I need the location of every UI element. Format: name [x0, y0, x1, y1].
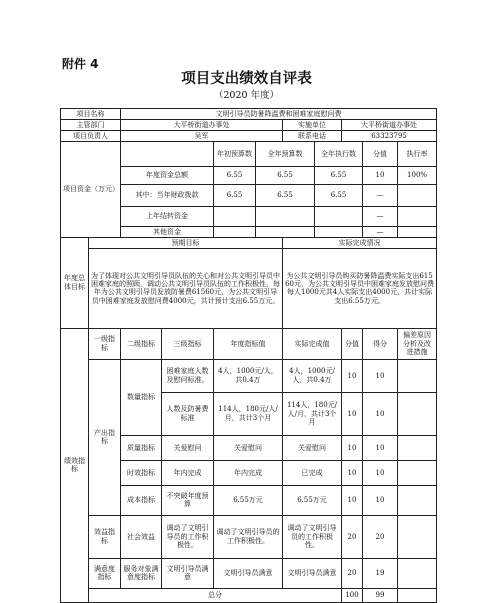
project-name-label: 项目名称: [61, 109, 121, 120]
funds-fiscal-budget: 6.55: [214, 184, 256, 206]
cost-l2-label: 成本指标: [121, 485, 162, 515]
col-full-budget-header: 全年预算数: [256, 142, 315, 167]
cost-points: 10: [363, 485, 398, 515]
goals-expected-text: 为了体现对公共文明引导员队伍的关心和对公共文明引导员中困难家庭的照顾，调动公共文明引导员队伍的工作积极性，每年为公共文明引导员发放防暑费61560元，为公共文明引导员中困难家庭发放慰问费4000元，共计预计支出6.55万元。: [89, 248, 283, 328]
time-reason: [398, 460, 437, 485]
total-row: [61, 588, 437, 602]
benefit-reason: [398, 515, 437, 558]
col-score-header: 分值: [363, 142, 398, 167]
goals-actual-header: 实际完成情况: [283, 237, 437, 248]
output-l1-label: 产出指标: [89, 359, 121, 515]
r1-score: 10: [342, 359, 363, 392]
benefit-points: 20: [363, 515, 398, 558]
col-actual-header: 实际完成值: [283, 328, 342, 359]
total-reason: [398, 588, 437, 602]
project-name-value: 文明引导员防暑降温费和困难家庭慰问费: [121, 109, 437, 120]
quality-reason: [398, 435, 437, 460]
r2-reason: [398, 392, 437, 435]
funds-carryover-exec: [315, 206, 363, 226]
goals-expected-header: 预期目标: [89, 237, 283, 248]
quantity-l2-label: 数量指标: [121, 359, 162, 435]
phone-value: 63323795: [342, 131, 437, 142]
sat-l1-label: 满意度指标: [89, 558, 121, 588]
total-label: 总分: [89, 588, 342, 602]
r2-points: 10: [363, 392, 398, 435]
funds-total-full: 6.55: [256, 167, 315, 185]
funds-fiscal-exec: 6.55: [315, 184, 363, 206]
row-leader: [61, 131, 437, 142]
indicator-row-satisfaction: [61, 558, 437, 588]
r1-reason: [398, 359, 437, 392]
row-department: [61, 120, 437, 131]
cost-l3: 不突破年度预算: [162, 485, 214, 515]
col-rate-header: 执行率: [398, 142, 437, 167]
funds-carryover-label: 上年结转资金: [121, 206, 214, 226]
impl-label: 实施单位: [283, 120, 342, 131]
funds-total-budget: 6.55: [214, 167, 256, 185]
quality-l3: 关爱慰问: [162, 435, 214, 460]
sat-points: 19: [363, 558, 398, 588]
quality-points: 10: [363, 435, 398, 460]
cost-actual: 6.55万元: [283, 485, 342, 515]
dept-label: 主管部门: [61, 120, 121, 131]
funds-other-score: —: [363, 226, 398, 237]
sat-l3: 文明引导员满意: [162, 558, 214, 588]
benefit-actual: 调动了文明引导员的工作积极性。: [283, 515, 342, 558]
funds-section-label: 项目资金（万元）: [61, 142, 121, 238]
sat-reason: [398, 558, 437, 588]
leader-label: 项目负责人: [61, 131, 121, 142]
sat-actual: 文明引导员满意: [283, 558, 342, 588]
page-title: 项目支出绩效自评表: [181, 71, 312, 87]
goals-actual-text: 为公共文明引导员购买防暑降温费实际支出61560元，为公共文明引导员中困难家庭发放慰问费每人1000元共4人实际支出4000元，共计实际支出6.55万元。: [283, 248, 437, 328]
r2-actual: 114人，180元/人/月，共计3个月: [283, 392, 342, 435]
time-actual: 已完成: [283, 460, 342, 485]
funds-carryover-rate: [398, 206, 437, 226]
col-points-header-ind: 得分: [363, 328, 398, 359]
funds-other-full: [256, 226, 315, 237]
dept-value: 大平桥街道办事处: [121, 120, 283, 131]
col-l2-header: 二级指标: [121, 328, 162, 359]
quality-l2-label: 质量指标: [121, 435, 162, 460]
benefit-target: 调动了文明引导员的工作积极性。: [214, 515, 283, 558]
indicator-row-quantity-1: [61, 359, 437, 392]
time-score: 10: [342, 460, 363, 485]
quality-score: 10: [342, 435, 363, 460]
funds-fiscal-rate: [398, 184, 437, 206]
r2-l3: 人数及防暑费标准: [162, 392, 214, 435]
col-exec-header: 全年执行数: [315, 142, 363, 167]
goals-content-row: [61, 248, 437, 328]
benefit-l3: 调动了文明引导员的工作积极性。: [162, 515, 214, 558]
leader-value: 吴军: [121, 131, 283, 142]
total-score: 100: [342, 588, 363, 602]
quality-actual: 关爱慰问: [283, 435, 342, 460]
col-reason-header: 偏差原因分析及改进措施: [398, 328, 437, 359]
benefit-l2-label: 社会效益: [121, 515, 162, 558]
attachment-label: 附件 4: [62, 57, 99, 71]
time-points: 10: [363, 460, 398, 485]
col-l1-header: 一级指标: [89, 328, 121, 359]
funds-fiscal-label: 其中：当年财政拨款: [121, 184, 214, 206]
time-l2-label: 时效指标: [121, 460, 162, 485]
r2-target: 114人，180元/人/月，共计3个月: [214, 392, 283, 435]
funds-carryover-full: [256, 206, 315, 226]
indicators-header-row: [61, 328, 437, 359]
indicator-row-benefit: [61, 515, 437, 558]
row-project-name: [61, 109, 437, 120]
funds-other-exec: [315, 226, 363, 237]
r1-points: 10: [363, 359, 398, 392]
impl-value: 大平桥街道办事处: [342, 120, 437, 131]
benefit-score: 20: [342, 515, 363, 558]
funds-carryover-budget: [214, 206, 256, 226]
col-l3-header: 三级指标: [162, 328, 214, 359]
r1-actual: 4人，1000元/人，共0.4万: [283, 359, 342, 392]
goals-section-label: 年度总体目标: [61, 237, 89, 328]
funds-header-row: [61, 142, 437, 167]
benefit-l1-label: 效益指标: [89, 515, 121, 558]
col-budget-header: 年初预算数: [214, 142, 256, 167]
cost-target: 6.55万元: [214, 485, 283, 515]
funds-header-blank: [121, 142, 214, 167]
funds-fiscal-full: 6.55: [256, 184, 315, 206]
funds-carryover-score: —: [363, 206, 398, 226]
sat-target: 文明引导员满意: [214, 558, 283, 588]
total-points: 99: [363, 588, 398, 602]
r1-l3: 困难家庭人数及慰问标准。: [162, 359, 214, 392]
funds-total-label: 年度资金总额: [121, 167, 214, 185]
funds-total-score: 10: [363, 167, 398, 185]
year-label: （2020 年度）: [213, 90, 280, 101]
evaluation-table: [60, 108, 437, 603]
sat-score: 20: [342, 558, 363, 588]
sat-l2-label: 服务对象满意度指标: [121, 558, 162, 588]
r2-score: 10: [342, 392, 363, 435]
phone-label: 联系电话: [283, 131, 342, 142]
funds-other-budget: [214, 226, 256, 237]
funds-total-rate: 100%: [398, 167, 437, 185]
cost-reason: [398, 485, 437, 515]
funds-other-label: 其他资金: [121, 226, 214, 237]
r1-target: 4人，1000元/人，共0.4万: [214, 359, 283, 392]
time-target: 年内完成: [214, 460, 283, 485]
time-l3: 年内完成: [162, 460, 214, 485]
goals-header-row: [61, 237, 437, 248]
funds-other-rate: [398, 226, 437, 237]
indicators-section-label: 绩效指标: [61, 328, 89, 602]
col-score-header-ind: 分值: [342, 328, 363, 359]
funds-fiscal-score: —: [363, 184, 398, 206]
funds-total-exec: 6.55: [315, 167, 363, 185]
quality-target: 关爱慰问: [214, 435, 283, 460]
cost-score: 10: [342, 485, 363, 515]
col-target-header: 年度指标值: [214, 328, 283, 359]
